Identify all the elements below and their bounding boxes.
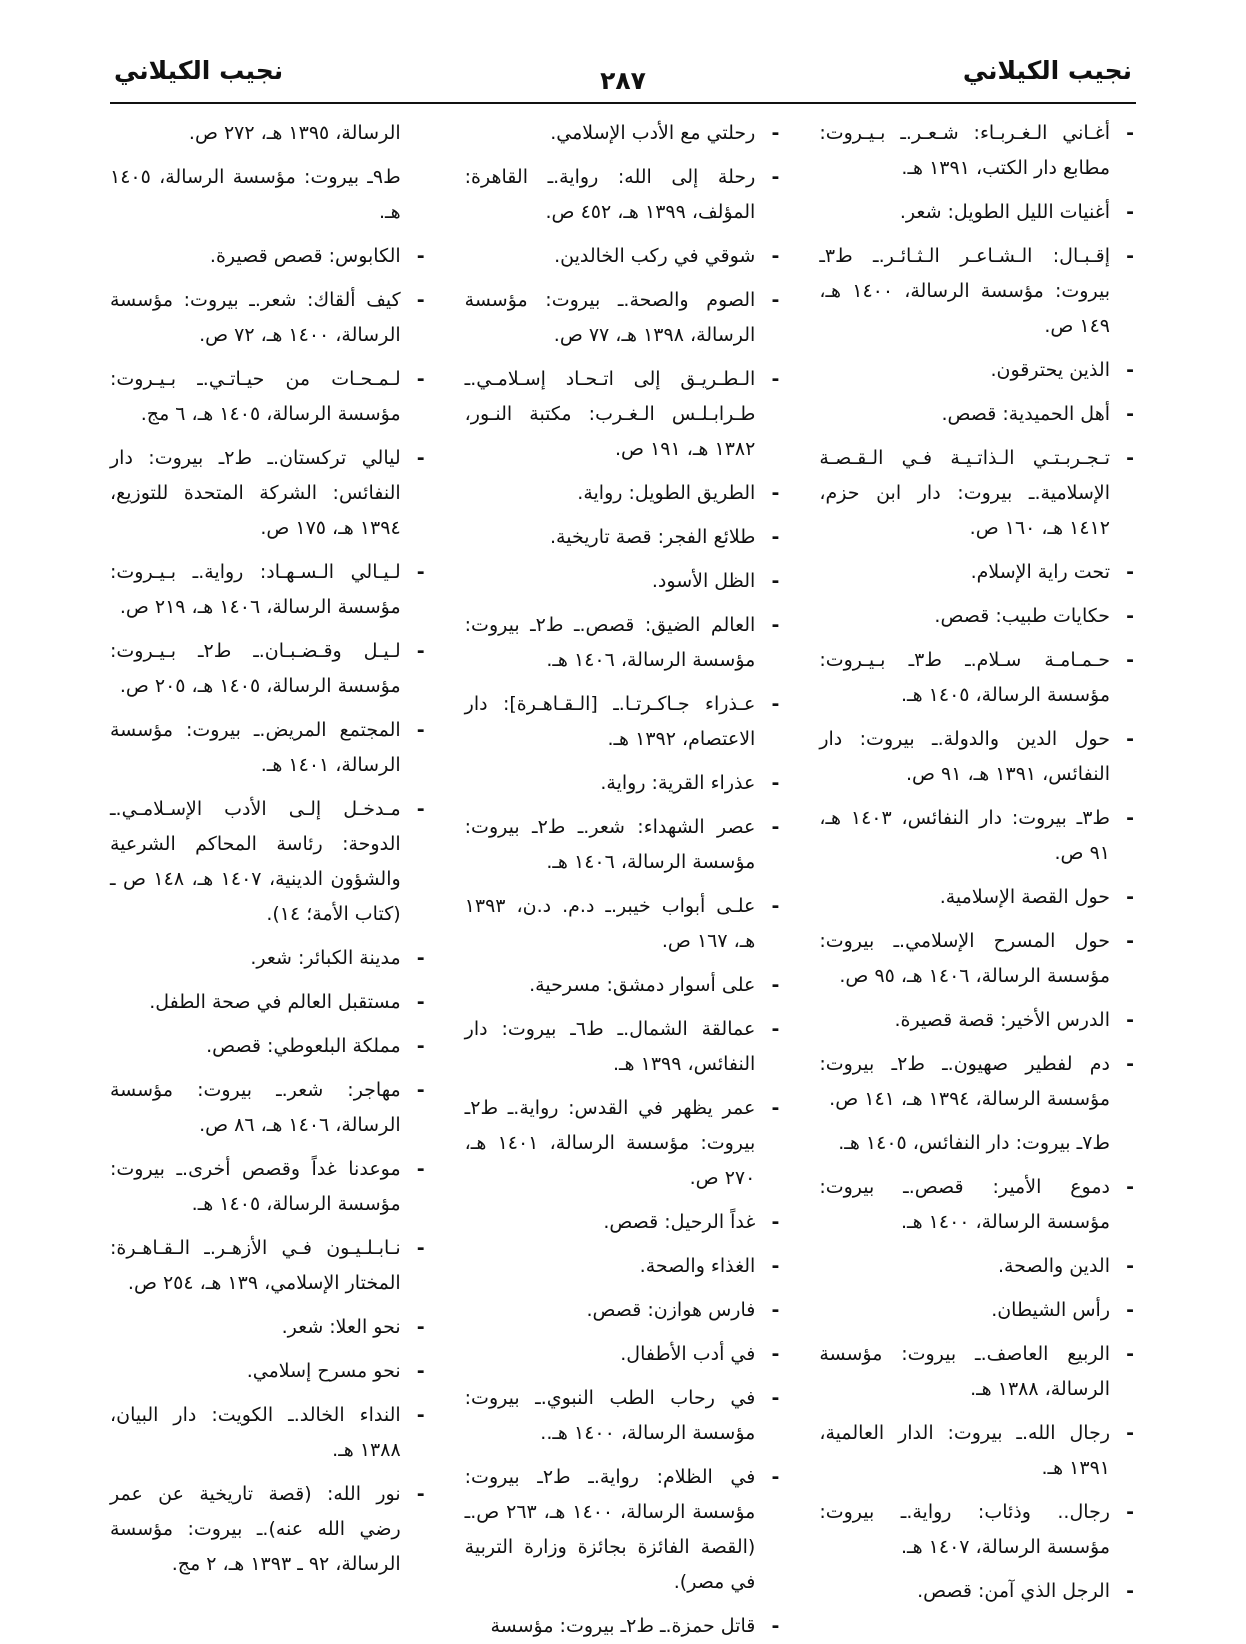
bibliography-entry: - حول الدين والدولة.ـ بيروت: دار النفائس، ١٣٩١ هـ، ٩١ ص.	[819, 722, 1136, 792]
bibliography-entry: - شوقي في ركب الخالدين.	[465, 239, 782, 274]
header-rule	[110, 102, 1136, 104]
bibliography-entry: - دم لفطير صهيون.ـ ط٢ـ بيروت: مؤسسة الرسالة، ١٣٩٤ هـ، ١٤١ ص.	[819, 1047, 1136, 1117]
bibliography-continuation: ط٩ـ بيروت: مؤسسة الرسالة، ١٤٠٥ هـ.	[109, 166, 401, 223]
bibliography-entry: - مملكة البلعوطي: قصص.	[110, 1029, 427, 1064]
header-author-left: نجيب الكيلاني	[114, 56, 284, 85]
bibliography-entry: - على أسوار دمشق: مسرحية.	[465, 968, 782, 1003]
bibliography-entry: - الـطـريـق إلى اتـحـاد إسـلامـي.ـ طـرابـلـس الـغـرب: مكتبة النـور، ١٣٨٢ هـ، ١٩١ ص.	[465, 362, 782, 467]
bibliography-entry: - في أدب الأطفال.	[465, 1337, 782, 1372]
page-number: ٢٨٧	[600, 66, 646, 95]
bibliography-entry: - تـجـربـتـي الـذاتـيـة فـي الـقـصـة الإسلامية.ـ بيروت: دار ابن حزم، ١٤١٢ هـ، ١٦٠ ص.	[819, 441, 1136, 546]
bibliography-continuation: ط٧ـ بيروت: دار النفائس، ١٤٠٥ هـ.	[838, 1132, 1110, 1154]
bibliography-entry: - لـيـالي الـسـهـاد: رواية.ـ بـيـروت: مؤسسة الرسالة، ١٤٠٦ هـ، ٢١٩ ص.	[110, 555, 427, 625]
bibliography-entry: - قاتل حمزة.ـ ط٢ـ بيروت: مؤسسة	[465, 1609, 782, 1644]
bibliography-entry: - المجتمع المريض.ـ بيروت: مؤسسة الرسالة، ١٤٠١ هـ.	[110, 713, 427, 783]
bibliography-entry: - الطريق الطويل: رواية.	[465, 476, 782, 511]
bibliography-entry: - عمر يظهر في القدس: رواية.ـ ط٢ـ بيروت: مؤسسة الرسالة، ١٤٠١ هـ، ٢٧٠ ص.	[465, 1091, 782, 1196]
bibliography-entry: - حول القصة الإسلامية.	[819, 880, 1136, 915]
bibliography-entry: - طلائع الفجر: قصة تاريخية.	[465, 520, 782, 555]
bibliography-entry: - دموع الأمير: قصص.ـ بيروت: مؤسسة الرسالة، ١٤٠٠ هـ.	[819, 1170, 1136, 1240]
bibliography-entry: - تحت راية الإسلام.	[819, 555, 1136, 590]
bibliography-entry: - رجال.. وذئاب: رواية.ـ بيروت: مؤسسة الرسالة، ١٤٠٧ هـ.	[819, 1495, 1136, 1565]
bibliography-entry: - الدرس الأخير: قصة قصيرة.	[819, 1003, 1136, 1038]
bibliography-entry: - حـمـامـة سـلام.ـ ط٣ـ بـيـروت: مؤسسة الرسالة، ١٤٠٥ هـ.	[819, 643, 1136, 713]
bibliography-entry: - في رحاب الطب النبوي.ـ بيروت: مؤسسة الرسالة، ١٤٠٠ هـ..	[465, 1381, 782, 1451]
bibliography-entry: - نحو العلا: شعر.	[110, 1310, 427, 1345]
bibliography-entry: - رجال الله.ـ بيروت: الدار العالمية، ١٣٩١ هـ.	[819, 1416, 1136, 1486]
bibliography-entry: - الرجل الذي آمن: قصص.	[819, 1574, 1136, 1609]
bibliography-entry: - مستقبل العالم في صحة الطفل.	[110, 985, 427, 1020]
header-author-right: نجيب الكيلاني	[962, 56, 1132, 85]
bibliography-entry: - ليالي تركستان.ـ ط٢ـ بيروت: دار النفائس: الشركة المتحدة للتوزيع، ١٣٩٤ هـ، ١٧٥ ص.	[110, 441, 427, 546]
bibliography-entry: - نـابـلـيـون فـي الأزهـر.ـ الـقـاهـرة: المختار الإسلامي، ١٣٩ هـ، ٢٥٤ ص.	[110, 1231, 427, 1301]
bibliography-entry: - مدينة الكبائر: شعر.	[110, 941, 427, 976]
bibliography-columns	[109, 116, 1136, 1637]
column-right	[819, 116, 1136, 1616]
bibliography-entry: - حكايات طبيب: قصص.	[819, 599, 1136, 634]
bibliography-entry: - الكابوس: قصص قصيرة.	[110, 239, 427, 274]
bibliography-entry: - عذراء القرية: رواية.	[465, 766, 782, 801]
bibliography-entry: - نحو مسرح إسلامي.	[110, 1354, 427, 1389]
bibliography-entry: - لـيـل وقـضـبـان.ـ ط٢ـ بـيـروت: مؤسسة الرسالة، ١٤٠٥ هـ، ٢٠٥ ص.	[110, 634, 427, 704]
bibliography-entry: - الدين والصحة.	[819, 1249, 1136, 1284]
bibliography-entry: - أهل الحميدية: قصص.	[819, 397, 1136, 432]
bibliography-entry: - في الظلام: رواية.ـ ط٢ـ بيروت: مؤسسة الرسالة، ١٤٠٠ هـ، ٢٦٣ ص.ـ (القصة الفائزة بجائزة وزارة التربية في مصر).	[465, 1460, 782, 1600]
bibliography-entry: - العالم الضيق: قصص.ـ ط٢ـ بيروت: مؤسسة الرسالة، ١٤٠٦ هـ.	[465, 608, 782, 678]
bibliography-entry: - رأس الشيطان.	[819, 1293, 1136, 1328]
bibliography-entry: - رحلتي مع الأدب الإسلامي.	[465, 116, 782, 151]
bibliography-entry: - موعدنا غداً وقصص أخرى.ـ بيروت: مؤسسة الرسالة، ١٤٠٥ هـ.	[110, 1152, 427, 1222]
bibliography-entry: - عصر الشهداء: شعر.ـ ط٢ـ بيروت: مؤسسة الرسالة، ١٤٠٦ هـ.	[465, 810, 782, 880]
bibliography-entry: - النداء الخالد.ـ الكويت: دار البيان، ١٣٨٨ هـ.	[110, 1398, 427, 1468]
bibliography-entry: - أغـاني الـغـربـاء: شـعـر.ـ بـيـروت: مطابع دار الكتب، ١٣٩١ هـ.	[819, 116, 1136, 186]
column-left	[110, 116, 427, 1616]
bibliography-entry: - عـذراء جـاكـرتـا.ـ [الـقـاهـرة]: دار الاعتصام، ١٣٩٢ هـ.	[465, 687, 782, 757]
bibliography-entry: - غداً الرحيل: قصص.	[465, 1205, 782, 1240]
bibliography-entry: - نور الله: (قصة تاريخية عن عمر رضي الله عنه).ـ بيروت: مؤسسة الرسالة، ٩٢ ـ ١٣٩٣ هـ، ٢ مج.	[110, 1477, 427, 1582]
bibliography-entry: - حول المسرح الإسلامي.ـ بيروت: مؤسسة الرسالة، ١٤٠٦ هـ، ٩٥ ص.	[819, 924, 1136, 994]
bibliography-continuation: الرسالة، ١٣٩٥ هـ، ٢٧٢ ص.	[188, 122, 401, 144]
bibliography-entry: - لـمـحـات من حيـاتـي.ـ بـيـروت: مؤسسة الرسالة، ١٤٠٥ هـ، ٦ مج.	[110, 362, 427, 432]
bibliography-entry: - الربيع العاصف.ـ بيروت: مؤسسة الرسالة، ١٣٨٨ هـ.	[819, 1337, 1136, 1407]
bibliography-entry: - كيف ألقاك: شعر.ـ بيروت: مؤسسة الرسالة، ١٤٠٠ هـ، ٧٢ ص.	[110, 283, 427, 353]
bibliography-entry: - أغنيات الليل الطويل: شعر.	[819, 195, 1136, 230]
bibliography-entry: - عمالقة الشمال.ـ ط٦ـ بيروت: دار النفائس، ١٣٩٩ هـ.	[465, 1012, 782, 1082]
bibliography-entry: - علـى أبواب خيبر.ـ د.م. د.ن، ١٣٩٣ هـ، ١٦٧ ص.	[465, 889, 782, 959]
bibliography-entry: - الغذاء والصحة.	[465, 1249, 782, 1284]
bibliography-entry: - مـدخـل إلـى الأدب الإسـلامـي.ـ الدوحة: رئاسة المحاكم الشرعية والشؤون الدينية، ١٤٠٧ هـ، ١٤٨ ص ـ (كتاب الأمة؛ ١٤).	[110, 792, 427, 932]
bibliography-entry: - الذين يحترقون.	[819, 353, 1136, 388]
bibliography-entry: - إقـبـال: الـشـاعـر الـثـائـر.ـ ط٣ـ بيروت: مؤسسة الرسالة، ١٤٠٠ هـ، ١٤٩ ص.	[819, 239, 1136, 344]
running-header	[110, 52, 1136, 100]
bibliography-entry: - الظل الأسود.	[465, 564, 782, 599]
bibliography-entry: - مهاجر: شعر.ـ بيروت: مؤسسة الرسالة، ١٤٠٦ هـ، ٨٦ ص.	[110, 1073, 427, 1143]
bibliography-entry: - رحلة إلى الله: رواية.ـ القاهرة: المؤلف، ١٣٩٩ هـ، ٤٥٢ ص.	[465, 160, 782, 230]
bibliography-entry: - الصوم والصحة.ـ بيروت: مؤسسة الرسالة، ١٣٩٨ هـ، ٧٧ ص.	[465, 283, 782, 353]
column-middle	[464, 116, 782, 1637]
bibliography-entry: - ط٣ـ بيروت: دار النفائس، ١٤٠٣ هـ، ٩١ ص.	[819, 801, 1136, 871]
bibliography-entry: - فارس هوازن: قصص.	[465, 1293, 782, 1328]
